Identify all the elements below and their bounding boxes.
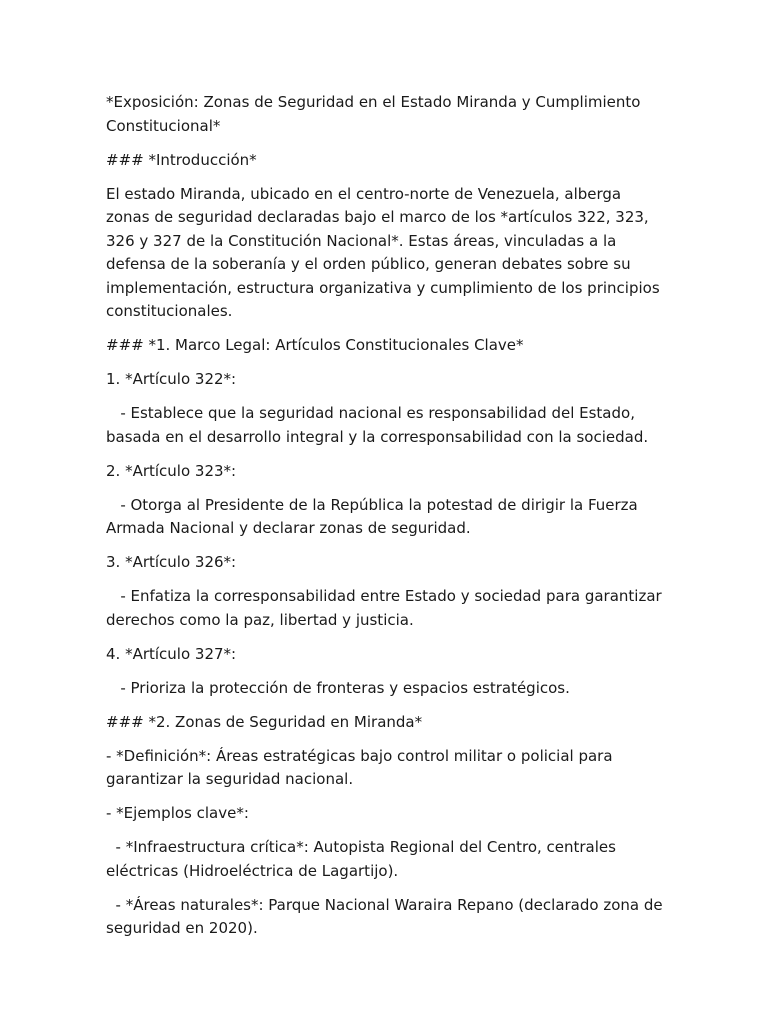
article-322-title: 1. *Artículo 322*: <box>106 370 237 388</box>
examples-heading: - *Ejemplos clave*: <box>106 804 249 822</box>
article-322-text: - Establece que la seguridad nacional es responsabilidad del Estado, basada en el desarrollo integral y la corresponsabilidad con la sociedad. <box>106 404 649 446</box>
article-323-text: - Otorga al Presidente de la República la potestad de dirigir la Fuerza Armada Nacional y declarar zonas de seguridad. <box>106 495 643 537</box>
document-title: *Exposición: Zonas de Seguridad en el Estado Miranda y Cumplimiento Constitucional* <box>106 93 646 135</box>
intro-paragraph: El estado Miranda, ubicado en el centro-norte de Venezuela, alberga zonas de seguridad declaradas bajo el marco de los *artículos 322, 323, 326 y 327 de la Constitución Nacional*. Estas áreas, vinculadas a la defensa de la soberanía y el orden público, generan debates sobre su implementación, estructura organizativa y cumplimiento de los principios constitucionales. <box>106 184 665 320</box>
definition-item: - *Definición*: Áreas estratégicas bajo control militar o policial para garantizar la seguridad nacional. <box>106 746 618 788</box>
article-327-title: 4. *Artículo 327*: <box>106 644 237 663</box>
article-326-text: - Enfatiza la corresponsabilidad entre Estado y sociedad para garantizar derechos como la paz, libertad y justicia. <box>106 587 667 629</box>
intro-heading: ### *Introducción* <box>106 150 257 169</box>
example-infrastructure: - *Infraestructura crítica*: Autopista Regional del Centro, centrales eléctricas (Hidroeléctrica de Lagartijo). <box>106 838 621 880</box>
document-body <box>106 91 666 951</box>
example-natural-areas: - *Áreas naturales*: Parque Nacional Waraira Repano (declarado zona de seguridad en 2020). <box>106 895 668 937</box>
article-326-title: 3. *Artículo 326*: <box>106 553 237 571</box>
article-323-title: 2. *Artículo 323*: <box>106 461 237 480</box>
article-327-text: - Prioriza la protección de fronteras y espacios estratégicos. <box>106 678 570 697</box>
section-1-heading: ### *1. Marco Legal: Artículos Constitucionales Clave* <box>106 336 524 354</box>
section-2-heading: ### *2. Zonas de Seguridad en Miranda* <box>106 712 423 731</box>
